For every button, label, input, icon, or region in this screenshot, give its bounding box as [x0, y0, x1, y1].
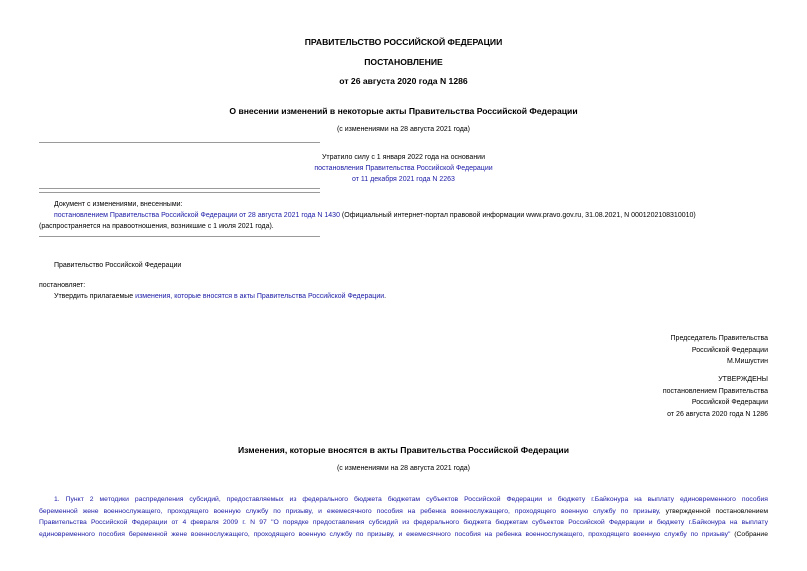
divider	[39, 192, 320, 193]
annex-paragraph-1	[39, 494, 768, 540]
signature-country: Российской Федерации	[691, 346, 768, 354]
divider	[39, 236, 320, 237]
approve-prefix: Утвердить прилагаемые	[54, 293, 136, 300]
annex-title: Изменения, которые вносятся в акты Правительства Российской Федерации	[237, 445, 569, 455]
signature-title: Председатель Правительства	[670, 335, 768, 342]
changes-scope: (распространяется на правоотношения, возникшие с 1 июля 2021 года).	[39, 223, 274, 230]
changes-intro: Документ с изменениями, внесенными:	[54, 201, 183, 208]
approved-by: постановлением Правительства	[662, 387, 768, 395]
lost-force-link-1[interactable]: постановления Правительства Российской Федерации	[314, 165, 493, 172]
annex-p1-line1: 1. Пункт 2 методики распределения субсидий, предоставляемых из федерального бюджета бюджетам субъектов Российской Федерации и бюджету г.Байконура на выплату единовременного пособия	[54, 496, 768, 503]
lost-force-link-2[interactable]: от 11 декабря 2021 года N 2263	[352, 176, 455, 183]
approved-date: от 26 августа 2020 года N 1286	[667, 410, 768, 418]
document-title: О внесении изменений в некоторые акты Правительства Российской Федерации	[229, 106, 578, 116]
approved-heading: УТВЕРЖДЕНЫ	[718, 376, 768, 383]
changes-link[interactable]: постановлением Правительства Российской Федерации от 28 августа 2021 года N 1430	[54, 212, 340, 219]
annex-revision: (с изменениями на 28 августа 2021 года)	[336, 465, 471, 472]
approve-link[interactable]: изменения, которые вносятся в акты Правительства Российской Федерации	[135, 293, 385, 300]
signature-block	[671, 333, 768, 368]
document-type: ПОСТАНОВЛЕНИЕ	[364, 57, 443, 67]
approve-suffix: .	[384, 293, 387, 300]
annex-p1-line4: единовременного пособия беременной жене военнослужащего, проходящего военную службу по призыву, и ежемесячного пособия на ребенка военнослужащего, проходящего военную службу по призыву" (Собрание	[39, 530, 768, 538]
decides-line: постановляет:	[39, 282, 86, 289]
annex-p1-line2: беременной жене военнослужащего, проходящего военную службу по призыву, и ежемесячного пособия на ребенка военнослужащего, проходящего военную службу по призыву, утвержденной постановлением	[39, 507, 768, 515]
annex-p1-line3: Правительства Российской Федерации от 4 февраля 2009 г. N 97 "О порядке предоставления субсидий из федерального бюджета бюджетам субъектов Российской Федерации и бюджету г.Байконура на выплату	[39, 519, 768, 526]
approved-block	[663, 374, 768, 420]
approved-country: Российской Федерации	[691, 399, 768, 406]
changes-source: (Официальный интернет-портал правовой информации www.pravo.gov.ru, 31.08.2021, N 0001202108310010)	[339, 212, 696, 219]
government-title: ПРАВИТЕЛЬСТВО РОССИЙСКОЙ ФЕДЕРАЦИИ	[304, 37, 503, 47]
signature-name: М.Мишустин	[726, 358, 768, 365]
divider	[39, 142, 320, 143]
changes-line	[54, 210, 768, 222]
government-line: Правительство Российской Федерации	[54, 262, 182, 269]
revision-note: (с изменениями на 28 августа 2021 года)	[336, 126, 471, 133]
document-date-number: от 26 августа 2020 года N 1286	[339, 76, 468, 86]
lost-force-text: Утратило силу с 1 января 2022 года на основании	[321, 154, 486, 161]
divider	[39, 188, 320, 189]
approve-line	[54, 291, 386, 303]
